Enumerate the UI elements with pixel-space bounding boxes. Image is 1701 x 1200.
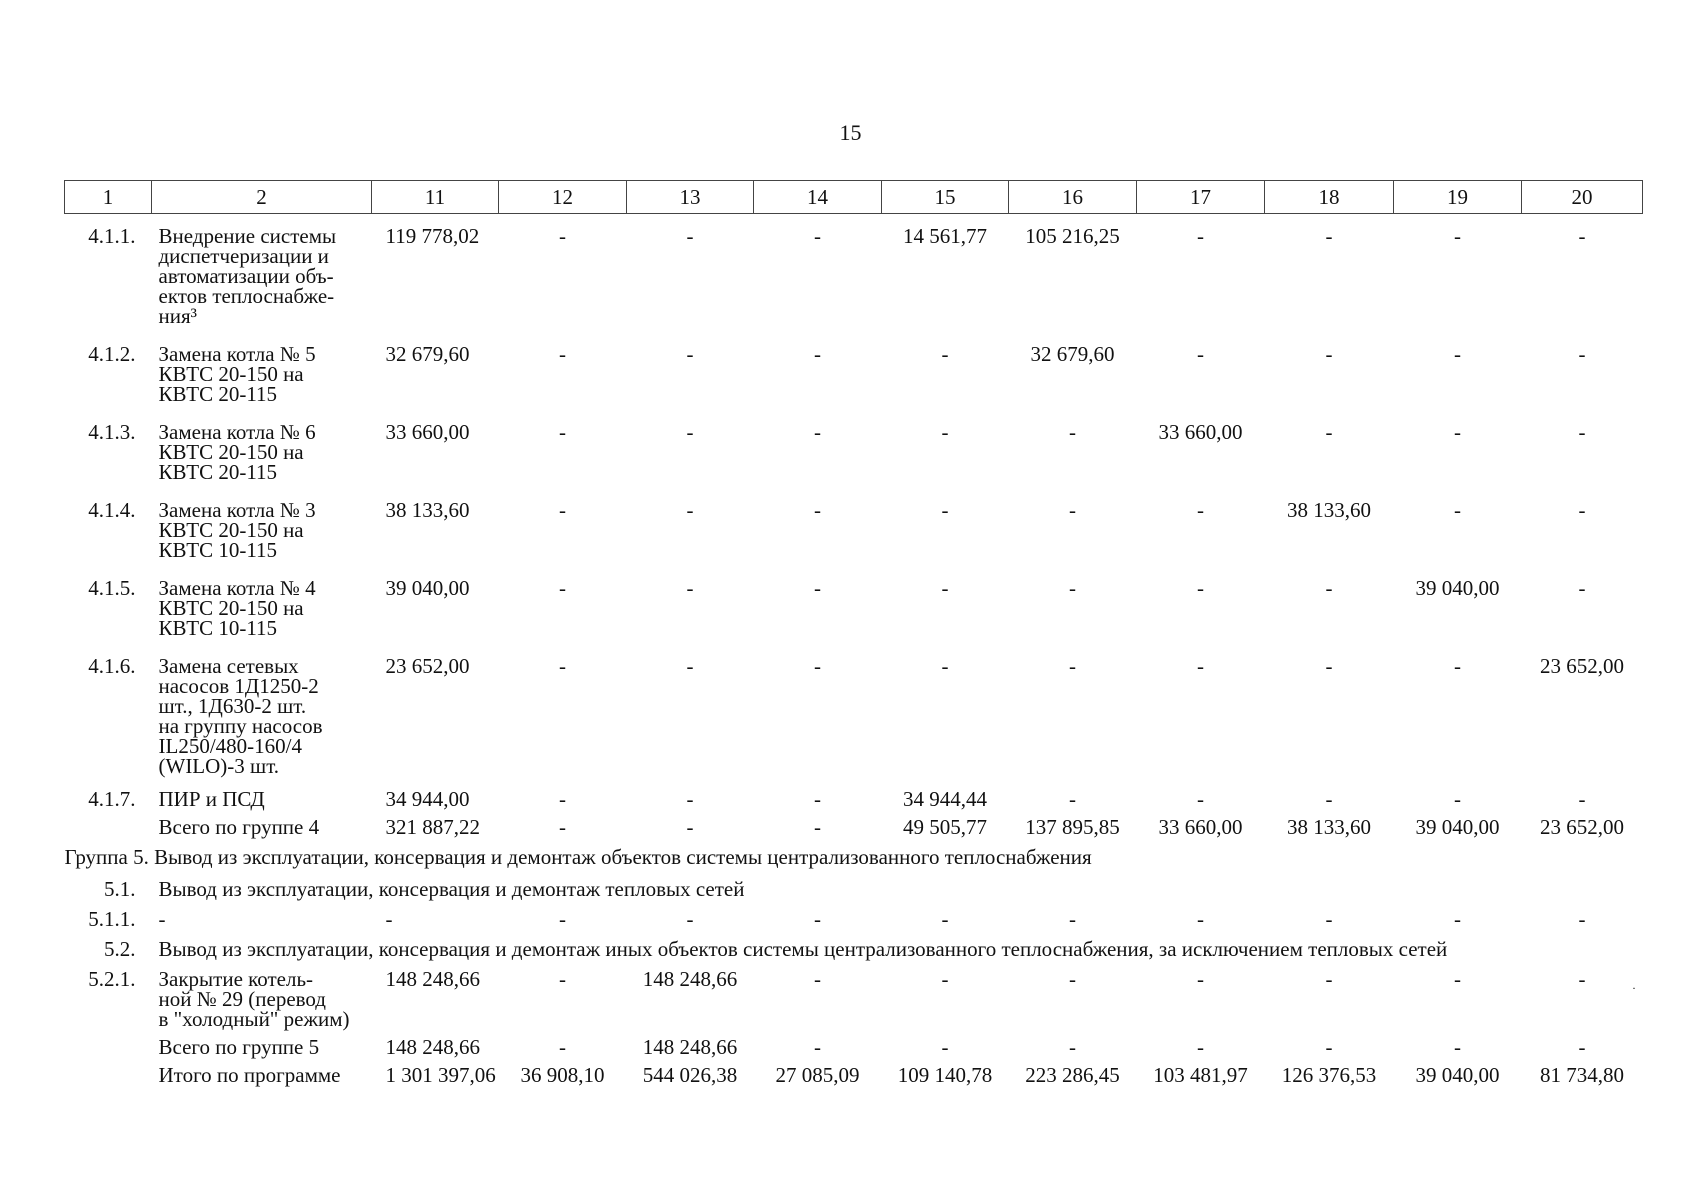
value-cell: - bbox=[1578, 787, 1586, 811]
value-cell: - bbox=[1197, 907, 1204, 931]
row-name: Замена котла № 6 КВТС 20-150 на КВТС 20-115 bbox=[158, 420, 316, 484]
value-cell: 38 133,60 bbox=[1287, 815, 1371, 839]
value-cell: - bbox=[941, 342, 949, 366]
value-cell: - bbox=[559, 342, 566, 366]
value-cell: - bbox=[385, 907, 393, 931]
value-cell: 23 652,00 bbox=[385, 654, 470, 678]
value-cell: - bbox=[941, 1035, 949, 1059]
value-cell: - bbox=[686, 498, 694, 522]
value-cell: - bbox=[686, 654, 694, 678]
value-cell: - bbox=[941, 498, 949, 522]
value-cell: - bbox=[1325, 654, 1333, 678]
value-cell: - bbox=[686, 342, 694, 366]
value-cell: 38 133,60 bbox=[1287, 498, 1371, 522]
row-number: 4.1.4. bbox=[88, 498, 136, 522]
table-row bbox=[65, 965, 1643, 1033]
program-table bbox=[64, 180, 1643, 1089]
value-cell: - bbox=[559, 967, 566, 991]
value-cell: 32 679,60 bbox=[1030, 342, 1115, 366]
value-cell: - bbox=[1454, 654, 1461, 678]
value-cell: - bbox=[1578, 342, 1586, 366]
column-header-cell: 15 bbox=[882, 181, 1009, 214]
value-cell: 33 660,00 bbox=[1158, 815, 1243, 839]
value-cell: - bbox=[814, 787, 821, 811]
column-header-cell: 16 bbox=[1009, 181, 1137, 214]
value-cell: - bbox=[1197, 1035, 1204, 1059]
value-cell: - bbox=[1578, 967, 1586, 991]
value-cell: - bbox=[1325, 420, 1333, 444]
column-number-header-row bbox=[65, 181, 1643, 214]
row-number: 4.1.2. bbox=[88, 342, 136, 366]
value-cell: - bbox=[686, 224, 694, 248]
value-cell: - bbox=[1454, 787, 1461, 811]
value-cell: 27 085,09 bbox=[775, 1063, 860, 1087]
column-header-cell: 1 bbox=[65, 181, 152, 214]
value-cell: - bbox=[1069, 967, 1076, 991]
stray-mark: · bbox=[1632, 981, 1636, 995]
value-cell: 36 908,10 bbox=[520, 1063, 605, 1087]
value-cell: 81 734,80 bbox=[1540, 1063, 1624, 1087]
value-cell: - bbox=[1197, 342, 1204, 366]
value-cell: - bbox=[814, 654, 821, 678]
value-cell: - bbox=[814, 815, 821, 839]
table-row bbox=[65, 413, 1643, 491]
value-cell: 14 561,77 bbox=[903, 224, 987, 248]
value-cell: 223 286,45 bbox=[1025, 1063, 1120, 1087]
row-number bbox=[65, 1061, 152, 1089]
table-row bbox=[65, 335, 1643, 413]
row-number: 4.1.7. bbox=[88, 787, 136, 811]
subsection-title: Вывод из эксплуатации, консервация и демонтаж тепловых сетей bbox=[158, 877, 745, 901]
value-cell: 32 679,60 bbox=[385, 342, 470, 366]
value-cell: - bbox=[1069, 1035, 1076, 1059]
column-header-cell: 2 bbox=[152, 181, 372, 214]
value-cell: - bbox=[1454, 498, 1461, 522]
row-number: 4.1.5. bbox=[88, 576, 136, 600]
value-cell: 126 376,53 bbox=[1281, 1063, 1377, 1087]
row-name: ПИР и ПСД bbox=[158, 787, 265, 811]
value-cell: - bbox=[814, 907, 821, 931]
value-cell: - bbox=[814, 420, 821, 444]
value-cell: - bbox=[814, 498, 821, 522]
value-cell: - bbox=[1578, 576, 1586, 600]
row-name: Всего по группе 5 bbox=[158, 1035, 320, 1059]
page-number: 15 bbox=[839, 120, 862, 145]
row-name: Замена сетевых насосов 1Д1250-2 шт., 1Д630-2 шт. на группу насосов IL250/480-160/4 (WILO)-3 шт. bbox=[158, 654, 323, 778]
value-cell: - bbox=[1578, 420, 1586, 444]
value-cell: - bbox=[1069, 907, 1076, 931]
table-row bbox=[65, 813, 1643, 841]
row-name: Итого по программе bbox=[158, 1063, 341, 1087]
value-cell: - bbox=[814, 224, 821, 248]
column-header-cell: 20 bbox=[1522, 181, 1643, 214]
value-cell: 49 505,77 bbox=[903, 815, 987, 839]
value-cell: 1 301 397,06 bbox=[385, 1063, 496, 1087]
row-name: Закрытие котель- ной № 29 (перевод в "холодный" режим) bbox=[158, 967, 350, 1031]
table-row bbox=[65, 785, 1643, 813]
value-cell: 321 887,22 bbox=[385, 815, 480, 839]
value-cell: - bbox=[941, 654, 949, 678]
subsection-row bbox=[65, 933, 1643, 965]
row-name: - bbox=[158, 907, 166, 931]
value-cell: - bbox=[1578, 224, 1586, 248]
value-cell: 39 040,00 bbox=[1415, 1063, 1500, 1087]
value-cell: - bbox=[559, 498, 566, 522]
value-cell: - bbox=[1197, 967, 1204, 991]
table-row bbox=[65, 491, 1643, 569]
value-cell: - bbox=[941, 420, 949, 444]
table-row bbox=[65, 647, 1643, 785]
value-cell: - bbox=[941, 967, 949, 991]
row-name: Замена котла № 3 КВТС 20-150 на КВТС 10-115 bbox=[158, 498, 316, 562]
value-cell: 33 660,00 bbox=[1158, 420, 1243, 444]
row-name: Замена котла № 4 КВТС 20-150 на КВТС 10-115 bbox=[158, 576, 316, 640]
value-cell: 148 248,66 bbox=[385, 967, 480, 991]
value-cell: - bbox=[686, 907, 694, 931]
column-header-cell: 18 bbox=[1265, 181, 1394, 214]
value-cell: 23 652,00 bbox=[1540, 654, 1624, 678]
value-cell: - bbox=[1578, 498, 1586, 522]
value-cell: - bbox=[1454, 224, 1461, 248]
value-cell: - bbox=[1325, 907, 1333, 931]
table-body bbox=[65, 214, 1643, 1090]
group-title-row bbox=[65, 841, 1643, 873]
value-cell: 39 040,00 bbox=[385, 576, 470, 600]
subsection-row bbox=[65, 873, 1643, 905]
table-row bbox=[65, 569, 1643, 647]
table-row bbox=[65, 1061, 1643, 1089]
value-cell: - bbox=[814, 1035, 821, 1059]
value-cell: - bbox=[814, 576, 821, 600]
value-cell: 34 944,44 bbox=[903, 787, 987, 811]
value-cell: - bbox=[686, 787, 694, 811]
column-header-cell: 17 bbox=[1137, 181, 1265, 214]
value-cell: 23 652,00 bbox=[1540, 815, 1624, 839]
value-cell: - bbox=[559, 907, 566, 931]
subsection-number: 5.2. bbox=[104, 937, 136, 961]
value-cell: - bbox=[1454, 420, 1461, 444]
value-cell: 148 248,66 bbox=[642, 1035, 738, 1059]
value-cell: - bbox=[1325, 967, 1333, 991]
value-cell: 119 778,02 bbox=[385, 224, 480, 248]
value-cell: 148 248,66 bbox=[642, 967, 738, 991]
value-cell: - bbox=[1454, 907, 1461, 931]
row-number bbox=[65, 1033, 152, 1061]
value-cell: - bbox=[559, 224, 566, 248]
subsection-number: 5.1. bbox=[104, 877, 136, 901]
row-number: 4.1.3. bbox=[88, 420, 136, 444]
value-cell: - bbox=[559, 420, 566, 444]
value-cell: 33 660,00 bbox=[385, 420, 470, 444]
value-cell: 105 216,25 bbox=[1025, 224, 1120, 248]
value-cell: 103 481,97 bbox=[1153, 1063, 1248, 1087]
table-row bbox=[65, 1033, 1643, 1061]
value-cell: - bbox=[559, 787, 566, 811]
value-cell: - bbox=[1325, 1035, 1333, 1059]
value-cell: - bbox=[559, 576, 566, 600]
value-cell: - bbox=[1197, 576, 1204, 600]
value-cell: - bbox=[1197, 224, 1204, 248]
value-cell: - bbox=[1069, 498, 1076, 522]
value-cell: 148 248,66 bbox=[385, 1035, 480, 1059]
row-name: Внедрение системы диспетчеризации и автоматизации объ- ектов теплоснабже- ния³ bbox=[158, 224, 337, 328]
value-cell: - bbox=[1454, 342, 1461, 366]
value-cell: 137 895,85 bbox=[1025, 815, 1120, 839]
value-cell: 109 140,78 bbox=[897, 1063, 993, 1087]
value-cell: - bbox=[1454, 1035, 1461, 1059]
value-cell: 39 040,00 bbox=[1415, 815, 1500, 839]
value-cell: - bbox=[1197, 498, 1204, 522]
column-header-cell: 13 bbox=[627, 181, 754, 214]
column-header-cell: 12 bbox=[499, 181, 627, 214]
value-cell: - bbox=[1325, 576, 1333, 600]
value-cell: - bbox=[559, 815, 566, 839]
value-cell: - bbox=[1454, 967, 1461, 991]
value-cell: - bbox=[1069, 654, 1076, 678]
table-row bbox=[65, 214, 1643, 336]
value-cell: - bbox=[1578, 1035, 1586, 1059]
value-cell: - bbox=[559, 1035, 566, 1059]
value-cell: - bbox=[1069, 576, 1076, 600]
value-cell: 39 040,00 bbox=[1415, 576, 1500, 600]
subsection-title: Вывод из эксплуатации, консервация и демонтаж иных объектов системы централизованного теплоснабжения, за исключением тепловых сетей bbox=[158, 937, 1448, 961]
row-name: Всего по группе 4 bbox=[158, 815, 320, 839]
value-cell: 34 944,00 bbox=[385, 787, 470, 811]
value-cell: 544 026,38 bbox=[642, 1063, 738, 1087]
value-cell: 38 133,60 bbox=[385, 498, 470, 522]
value-cell: - bbox=[941, 576, 949, 600]
row-number bbox=[65, 813, 152, 841]
value-cell: - bbox=[1197, 654, 1204, 678]
row-number: 5.1.1. bbox=[88, 907, 136, 931]
value-cell: - bbox=[1069, 787, 1076, 811]
value-cell: - bbox=[686, 576, 694, 600]
table-row bbox=[65, 905, 1643, 933]
group-5-title: Группа 5. Вывод из эксплуатации, консервация и демонтаж объектов системы централизованного теплоснабжения bbox=[64, 845, 1092, 869]
value-cell: - bbox=[814, 967, 821, 991]
column-header-cell: 11 bbox=[372, 181, 499, 214]
value-cell: - bbox=[1325, 342, 1333, 366]
row-name: Замена котла № 5 КВТС 20-150 на КВТС 20-115 bbox=[158, 342, 316, 406]
value-cell: - bbox=[1197, 787, 1204, 811]
column-header-cell: 19 bbox=[1394, 181, 1522, 214]
row-number: 5.2.1. bbox=[88, 967, 136, 991]
value-cell: - bbox=[686, 420, 694, 444]
row-number: 4.1.1. bbox=[88, 224, 136, 248]
row-number: 4.1.6. bbox=[88, 654, 136, 678]
column-header-cell: 14 bbox=[754, 181, 882, 214]
value-cell: - bbox=[559, 654, 566, 678]
value-cell: - bbox=[941, 907, 949, 931]
value-cell: - bbox=[1069, 420, 1076, 444]
value-cell: - bbox=[686, 815, 694, 839]
value-cell: - bbox=[1578, 907, 1586, 931]
value-cell: - bbox=[814, 342, 821, 366]
value-cell: - bbox=[1325, 224, 1333, 248]
value-cell: - bbox=[1325, 787, 1333, 811]
